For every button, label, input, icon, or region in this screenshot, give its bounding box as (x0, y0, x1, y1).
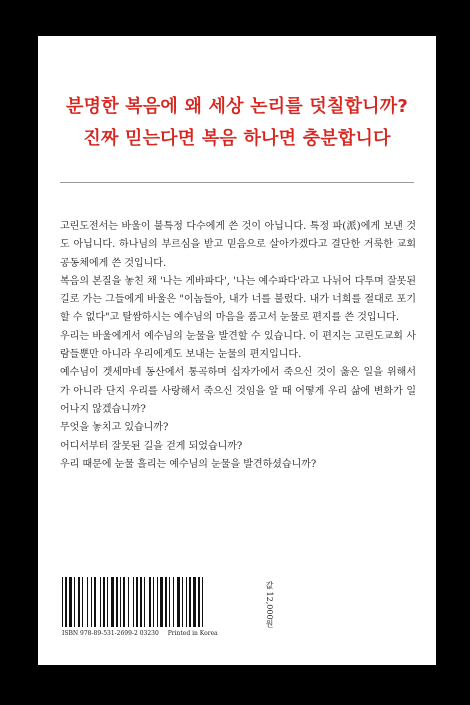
headline-line-2: 진짜 믿는다면 복음 하나면 충분합니다 (83, 128, 391, 149)
barcode-bar (91, 577, 92, 627)
barcode-bar (65, 577, 67, 627)
barcode-bar (100, 577, 101, 627)
paragraph: 우리 때문에 눈물 흘리는 예수님의 눈물을 발견하셨습니까? (60, 458, 317, 470)
barcode-bar (82, 577, 83, 627)
barcode-bar (144, 577, 145, 627)
barcode-bar (94, 577, 96, 627)
barcode-bar (202, 577, 203, 627)
barcode-bar (128, 577, 129, 627)
barcode-bar (78, 577, 80, 627)
isbn-number: ISBN 978-89-531-2699-2 03230 (62, 630, 159, 637)
barcode-bar (193, 577, 196, 627)
paragraph: 예수님이 겟세마네 동산에서 통곡하며 십자가에서 죽으신 것이 옳은 일을 위해서가 아니라 단지 우리를 사랑해서 죽으신 것임을 알 때 어떻게 우리 삶에 변화가 일어나지 않겠습니까? (60, 367, 416, 415)
price-label: 값 12,000원 (265, 581, 274, 628)
barcode-bar (133, 577, 134, 627)
barcode-bar (177, 577, 180, 627)
barcode-bar (153, 577, 154, 627)
back-cover (38, 36, 436, 665)
barcode-bar (160, 577, 163, 627)
printed-in-label: Printed in Korea (167, 630, 218, 637)
barcode-bar (120, 577, 121, 627)
barcode-bar (69, 577, 72, 627)
barcode (62, 577, 246, 627)
barcode-bar (123, 577, 125, 627)
barcode-bar (111, 577, 114, 627)
barcode-bar (74, 577, 75, 627)
barcode-bar (140, 577, 142, 627)
barcode-bar (149, 577, 151, 627)
body-text (60, 218, 416, 474)
barcode-bar (62, 577, 63, 627)
headline-line-1: 분명한 복음에 왜 세상 논리를 덧칠합니까? (66, 96, 408, 117)
paragraph: 어디서부터 잘못된 길을 걷게 되었습니까? (60, 440, 243, 452)
barcode-bar (189, 577, 191, 627)
barcode-bar (198, 577, 200, 627)
barcode-bar (173, 577, 174, 627)
barcode-bar (136, 577, 138, 627)
divider (60, 182, 414, 183)
barcode-bar (116, 577, 118, 627)
paragraph: 고린도전서는 바울이 불특정 다수에게 쓴 것이 아닙니다. 특정 파(派)에게 보낸 것도 아닙니다. 하나님의 부르심을 받고 믿음으로 살아가겠다고 결단한 거룩한 교회 공동체에게 쓴 것입니다. (60, 221, 416, 269)
barcode-bar (165, 577, 167, 627)
barcode-bar (87, 577, 88, 627)
paragraph: 복음의 본질을 놓친 채 '나는 게바파다', '나는 예수파다'라고 나뉘어 다투며 잘못된 길로 가는 그들에게 바울은 "이놈들아, 내가 너를 불렀다. 내가 너희를 절대로 포기할 수 없다"고 탈쌈하시는 예수님의 마음을 품고서 눈물로 편지를 쓴 것입니다. (60, 275, 416, 324)
paragraph: 우리는 바울에게서 예수님의 눈물을 발견할 수 있습니다. 이 편지는 고린도교회 사람들뿐만 아니라 우리에게도 보내는 눈물의 편지입니다. (60, 330, 416, 361)
barcode-bar (157, 577, 158, 627)
isbn-line (62, 630, 218, 637)
barcode-bar (107, 577, 108, 627)
barcode-bar (169, 577, 170, 627)
barcode-bar (103, 577, 105, 627)
paragraph: 무엇을 놓치고 있습니까? (60, 422, 169, 434)
barcode-bar (186, 577, 187, 627)
barcode-bar (182, 577, 183, 627)
